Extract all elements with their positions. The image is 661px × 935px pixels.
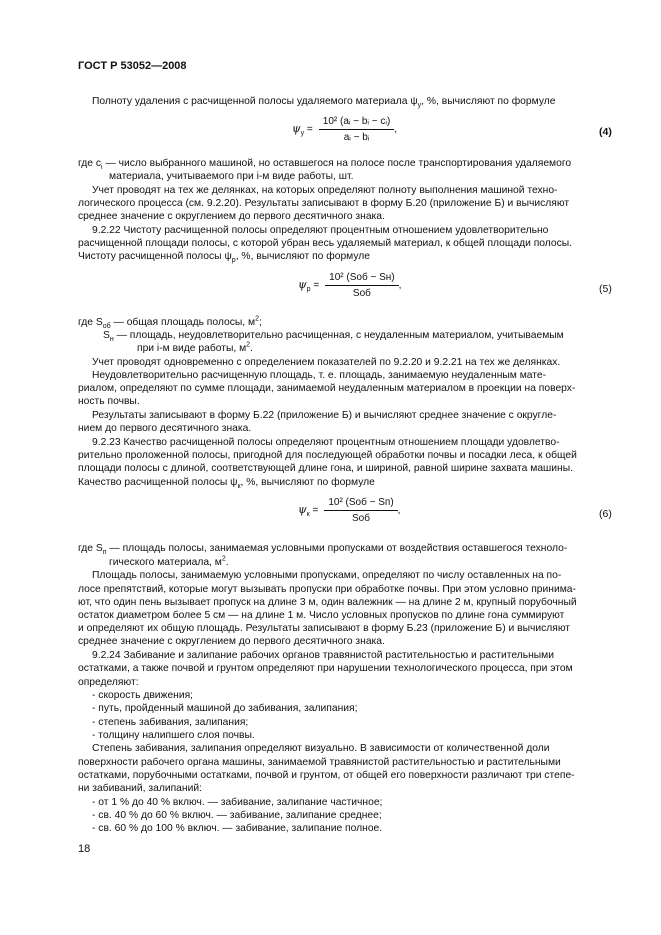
formula-4 <box>292 116 397 143</box>
list-item <box>92 809 382 822</box>
subscript: y <box>300 130 305 138</box>
list-item <box>92 716 248 729</box>
line-text: - скорость движения; <box>92 690 194 701</box>
text-line <box>78 609 564 622</box>
text-line <box>92 184 558 197</box>
text-line <box>137 342 253 355</box>
line-text: ни забиваний, залипаний: <box>78 783 202 794</box>
line-text: , %, вычисляют по формуле <box>421 96 556 107</box>
list-item <box>92 822 382 835</box>
punctuation: , <box>394 124 398 136</box>
superscript: 2 <box>246 341 251 349</box>
text-line <box>78 676 139 689</box>
line-text: 9.2.23 Качество расчищенной полосы определяют процентным отношением площади удовлетво- <box>92 437 560 448</box>
equals-sign: = <box>310 280 320 292</box>
line-text: при i-м виде работы, м <box>137 343 247 354</box>
text-line <box>78 422 251 435</box>
subscript: р <box>231 257 236 265</box>
text-line <box>78 157 571 170</box>
superscript: 2 <box>255 315 259 323</box>
text-line <box>92 369 546 382</box>
subscript: к <box>306 511 310 519</box>
line-text: где S <box>78 317 103 328</box>
line-text: где S <box>78 543 103 554</box>
formula-5 <box>298 272 401 299</box>
line-text: расчищенной площади полосы, с которой убран весь удаляемый материал, к общей площади полосы. <box>78 238 573 249</box>
numerator: 10² (aᵢ − bᵢ − cᵢ) <box>319 116 395 130</box>
line-text: - толщину налипшего слоя почвы. <box>92 730 255 741</box>
line-text: 9.2.24 Забивание и залипание рабочих органов травянистой растительностью и растительными <box>92 650 555 661</box>
text-line <box>92 95 556 108</box>
text-line <box>92 742 550 755</box>
text-line <box>92 436 560 449</box>
line-text: Результаты записывают в форму Б.22 (приложение Б) и вычисляют среднее значение с округле- <box>92 410 557 421</box>
text-line <box>92 569 561 582</box>
formula-6 <box>298 497 400 524</box>
line-text: остаток диаметром более 5 см — на длине 1 м. Число условных пропусков по длине гона суммируют <box>78 610 565 621</box>
line-text: Площадь полосы, занимаемую условными пропусками, определяют по числу оставленных на по- <box>92 570 562 581</box>
line-text: - степень забивания, залипания; <box>92 717 249 728</box>
line-text: . <box>250 343 253 354</box>
line-text: - св. 40 % до 60 % включ. — забивание, залипание среднее; <box>92 810 382 821</box>
document-header: ГОСТ Р 53052—2008 <box>78 60 187 72</box>
text-line <box>78 542 567 555</box>
list-item <box>92 689 193 702</box>
text-line <box>78 635 385 648</box>
line-text: логического процесса (см. 9.2.20). Результаты записывают в форму Б.20 (приложение Б) и вычисляют <box>78 198 570 209</box>
text-line <box>78 462 573 475</box>
text-line <box>78 662 573 675</box>
line-text: поверхности рабочего органа машины, занимаемой травянистой растительностью и растительными <box>78 757 561 768</box>
line-text: рительно проложенной полосы, пригодной для последующей обработки почвы и посадки леса, к общей <box>78 450 577 461</box>
subscript: y <box>417 102 422 110</box>
line-text: — площадь полосы, занимаемая условными пропусками от воздействия оставшегося техноло- <box>106 543 568 554</box>
line-text: ют, что один пень вызывает пропуск на длине 3 м, один валежник — на длине 2 м, крупный порубочный <box>78 597 577 608</box>
line-text: Качество расчищенной полосы ψ <box>78 477 238 488</box>
text-line <box>78 596 577 609</box>
text-line <box>78 316 262 329</box>
text-line <box>92 409 556 422</box>
line-text: ность почвы. <box>78 396 140 407</box>
list-item <box>92 796 382 809</box>
text-line <box>92 649 554 662</box>
line-text: Чистоту расчищенной полосы ψ <box>78 251 232 262</box>
text-line <box>78 250 370 263</box>
equals-sign: = <box>309 505 319 517</box>
line-text: среднее значение с округлением до первого десятичного знака. <box>78 636 385 647</box>
superscript: 2 <box>221 555 226 563</box>
line-text: — общая площадь полосы, м <box>110 317 256 328</box>
text-line <box>109 170 353 183</box>
text-line <box>78 583 576 596</box>
list-item <box>92 729 255 742</box>
line-text: нием до первого десятичного знака. <box>78 423 252 434</box>
line-text: площади полосы с длиной, соответствующей длине гона, и шириной, равной ширине захвата машины. <box>78 463 574 474</box>
line-text: где c <box>78 158 102 169</box>
subscript: об <box>102 323 111 331</box>
text-line <box>78 782 202 795</box>
line-text: лосе препятствий, которые могут вызывать пропуски при обработке почвы. При этом условно принима- <box>78 584 576 595</box>
equation-number: (5) <box>599 283 612 295</box>
line-text: Полноту удаления с расчищенной полосы удаляемого материала ψ <box>92 96 418 107</box>
line-text: , %, вычисляют по формуле <box>240 477 375 488</box>
denominator: Sоб <box>352 288 371 299</box>
page-number: 18 <box>78 843 91 855</box>
formula-symbol: ψ <box>292 122 301 136</box>
line-text: риалом, определяют по сумме площади, занимаемой неудаленным материалом в проекции на поверх- <box>78 383 576 394</box>
text-line <box>78 382 575 395</box>
subscript: к <box>237 483 241 491</box>
line-text: гического материала, м <box>109 557 222 568</box>
text-line <box>78 197 569 210</box>
text-line <box>78 756 561 769</box>
line-text: - св. 60 % до 100 % включ. — забивание, залипание полное. <box>92 823 383 834</box>
line-text: S <box>103 330 110 341</box>
line-text: среднее значение с округлением до первого десятичного знака. <box>78 211 385 222</box>
text-line <box>92 224 548 237</box>
numerator: 10² (Sоб − Sп) <box>324 497 397 511</box>
line-text: ; <box>259 317 262 328</box>
text-line <box>78 622 570 635</box>
text-line <box>78 210 385 223</box>
text-line <box>78 449 577 462</box>
text-line <box>78 237 572 250</box>
equation-number: (4) <box>599 126 612 138</box>
line-text: , %, вычисляют по формуле <box>235 251 371 262</box>
subscript: п <box>102 549 107 557</box>
line-text: остатками, а также почвой и грунтом определяют при нарушении технологического процесса, при этом <box>78 663 573 674</box>
formula-symbol: ψ <box>298 278 307 292</box>
line-text: Учет проводят одновременно с определением показателей по 9.2.20 и 9.2.21 на тех же делянках. <box>92 357 561 368</box>
punctuation: , <box>398 280 402 292</box>
line-text: Степень забивания, залипания определяют визуально. В зависимости от количественной доли <box>92 743 550 754</box>
subscript: р <box>306 286 311 294</box>
line-text: - путь, пройденный машиной до забивания, залипания; <box>92 703 358 714</box>
denominator: aᵢ − bᵢ <box>343 132 370 143</box>
subscript: i <box>101 164 103 172</box>
line-text: определяют: <box>78 677 139 688</box>
line-text: Учет проводят на тех же делянках, на которых определяют полноту выполнения машиной техно- <box>92 185 558 196</box>
fraction <box>319 116 398 143</box>
line-text: материала, учитываемого при i-м виде работы, шт. <box>109 171 354 182</box>
text-line <box>78 395 140 408</box>
equation-number: (6) <box>599 508 612 520</box>
text-line <box>78 769 575 782</box>
formula-symbol: ψ <box>298 503 307 517</box>
line-text: — площадь, неудовлетворительно расчищенная, с неудаленным материалом, учитываемым <box>113 330 564 341</box>
subscript: н <box>109 336 114 344</box>
fraction <box>324 497 397 524</box>
numerator: 10² (Sоб − Sн) <box>325 272 398 286</box>
line-text: и определяют их общую площадь. Результаты записывают в форму Б.23 (приложение Б) и вычисляют <box>78 623 571 634</box>
denominator: Sоб <box>352 513 370 524</box>
punctuation: , <box>397 505 401 517</box>
list-item <box>92 702 357 715</box>
text-line <box>92 356 560 369</box>
text-line <box>78 476 375 489</box>
fraction <box>325 272 398 299</box>
line-text: остатками, порубочными остатками, почвой и грунтом, от общей его поверхности различают три степе- <box>78 770 575 781</box>
line-text: Неудовлетворительно расчищенную площадь, т. е. площадь, занимаемую неудаленным мате- <box>92 370 547 381</box>
line-text: - от 1 % до 40 % включ. — забивание, залипание частичное; <box>92 797 383 808</box>
line-text: — число выбранного машиной, но оставшегося на полосе после транспортирования удаляемого <box>102 158 572 169</box>
line-text: 9.2.22 Чистоту расчищенной полосы определяют процентным отношением удовлетворительно <box>92 225 549 236</box>
line-text: . <box>225 557 229 568</box>
text-line <box>109 556 229 569</box>
text-line <box>103 329 564 342</box>
equals-sign: = <box>304 124 313 136</box>
